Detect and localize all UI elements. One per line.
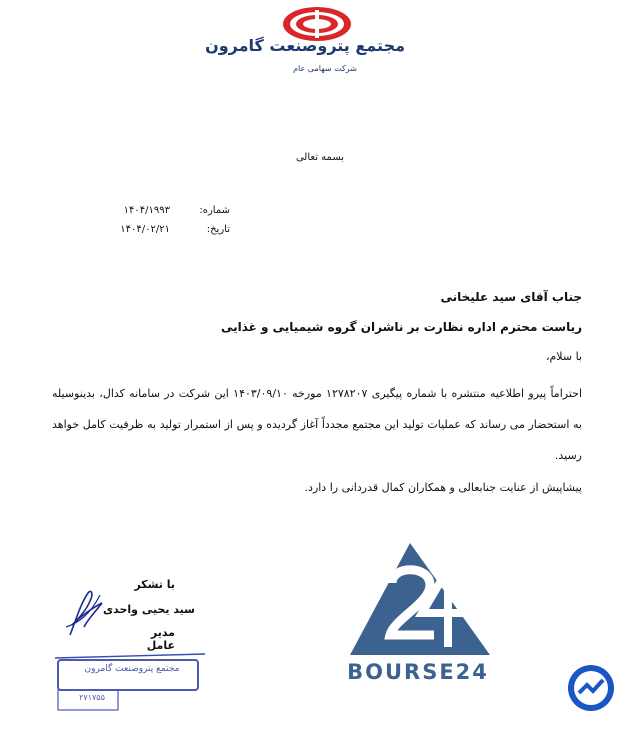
date-label: تاریخ: (206, 224, 230, 235)
number-value: ۱۴۰۴/۱۹۹۳ (123, 205, 170, 216)
company-subtitle: شرکت سهامی عام (293, 64, 357, 73)
number-label: شماره: (199, 205, 230, 216)
thanks-text: با تشکر (134, 578, 175, 591)
letter-body: احتراماً پیرو اطلاعیه منتشره با شماره پیگیری ۱۲۷۸۲۰۷ مورخه ۱۴۰۳/۰۹/۱۰ این شرکت در سامانه کدال، بدینوسیله به استحضار می رساند که عملیات تولید این مجتمع مجدداً آغاز گردیده و پس از استمرار تولید به ظرفیت کامل خواهد رسید. (52, 387, 582, 462)
bourse24-watermark-icon (350, 543, 490, 655)
bourse24-brand-text: BOURSE24 (347, 660, 489, 684)
company-name: مجتمع پتروصنعت گامرون (205, 36, 405, 55)
stamp-text: مجتمع پتروصنعت گامرون (84, 664, 180, 674)
addressee: جناب آقای سید علیخانی (440, 290, 582, 304)
basmala: بسمه تعالی (295, 152, 345, 163)
date-value: ۱۴۰۴/۰۲/۲۱ (120, 224, 170, 235)
handwritten-signature-icon (58, 585, 118, 640)
stamp-number: ۲۷۱۷۵۵ (79, 693, 105, 702)
signer-title: مدیر عامل (146, 626, 175, 652)
closing-line: پیشاپیش از عنایت جنابعالی و همکاران کمال قدردانی را دارد. (304, 481, 582, 494)
greeting: با سلام، (545, 350, 582, 363)
company-stamp-icon (55, 650, 205, 715)
bourse24-badge-icon (566, 663, 616, 713)
addressee-title: ریاست محترم اداره نظارت بر ناشران گروه شیمیایی و غذایی (220, 320, 582, 334)
signer-name: سید یحیی واحدی (103, 603, 195, 616)
